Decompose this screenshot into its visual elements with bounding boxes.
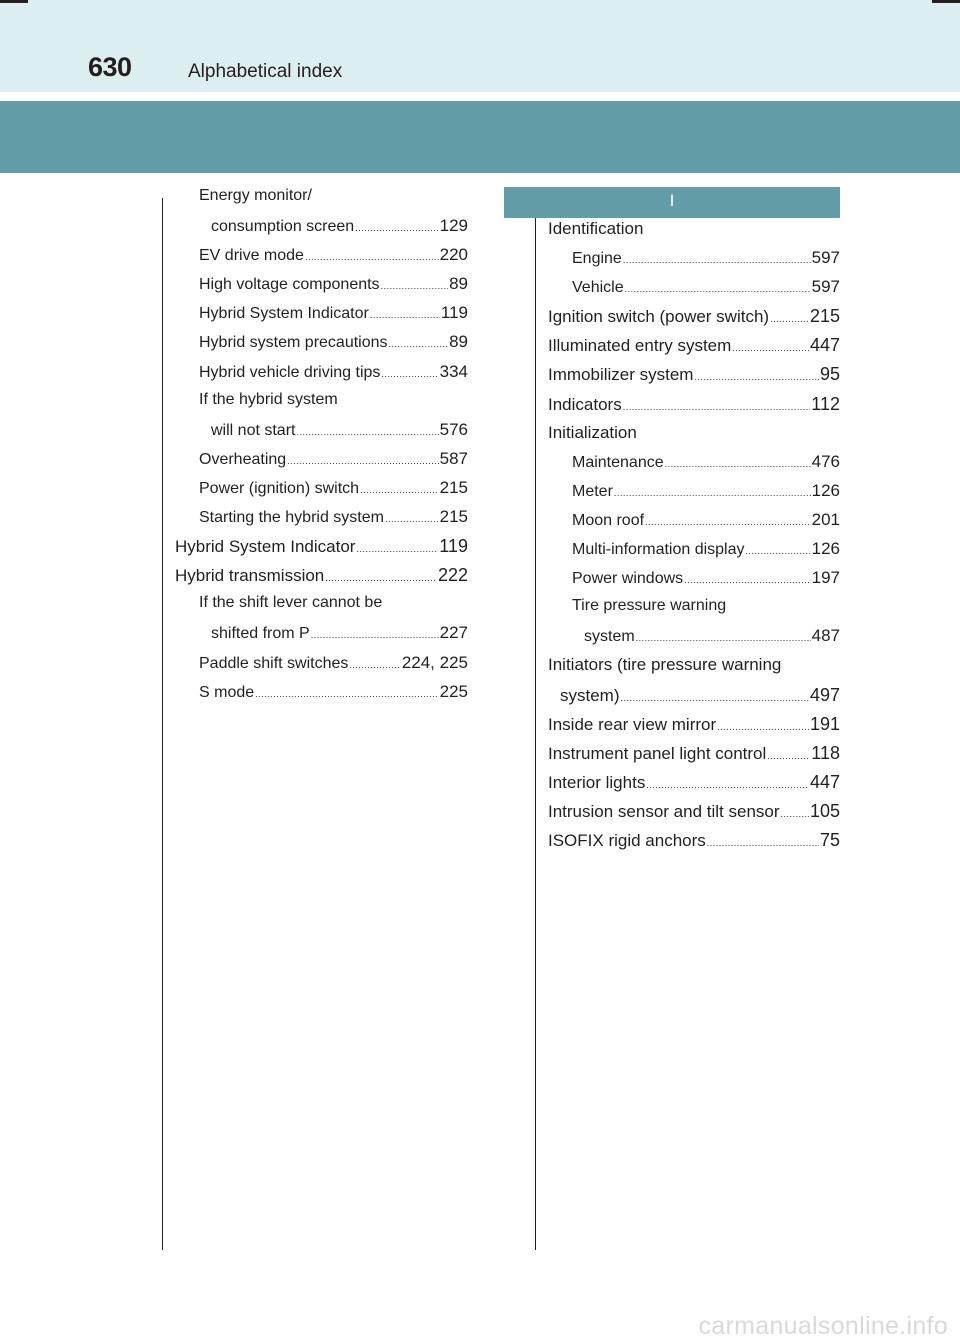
entry-text: will not start — [211, 421, 296, 439]
header-bar — [0, 0, 960, 92]
index-entry — [175, 303, 468, 332]
dot-leader — [623, 255, 811, 265]
index-entry — [175, 420, 468, 449]
index-entry — [548, 510, 840, 539]
index-entry — [548, 335, 840, 364]
dot-leader — [746, 546, 811, 556]
index-entry — [548, 364, 840, 393]
entry-text: Hybrid system precautions — [199, 334, 388, 352]
index-entry — [548, 685, 840, 714]
index-column-right — [548, 187, 840, 859]
index-entry — [548, 394, 840, 423]
entry-text: Energy monitor/ — [199, 187, 312, 204]
entry-page-link[interactable]: 597 — [811, 248, 840, 268]
letter-heading: I — [504, 187, 840, 218]
entry-page-link[interactable]: 95 — [819, 364, 840, 385]
index-entry — [175, 274, 468, 303]
watermark: carmanualsonline.info — [698, 1312, 948, 1340]
entry-page-link[interactable]: 497 — [809, 684, 840, 705]
crop-mark-left — [0, 0, 28, 3]
entry-text: Intrusion sensor and tilt sensor — [548, 801, 780, 821]
entry-text: If the hybrid system — [199, 390, 338, 408]
header-band — [0, 101, 960, 173]
entry-page-link[interactable]: 215 — [809, 306, 840, 327]
entry-page-link[interactable]: 112 — [811, 393, 840, 414]
entry-page-link[interactable]: 215 — [439, 507, 468, 527]
index-entry — [548, 306, 840, 335]
entry-text: Maintenance — [572, 453, 664, 471]
dot-leader — [665, 459, 811, 469]
entry-page-link[interactable]: 105 — [809, 800, 840, 821]
entry-text: Vehicle — [572, 279, 624, 297]
entry-text: Identification — [548, 219, 644, 238]
entry-page-link[interactable]: 126 — [811, 539, 840, 559]
entry-page-link[interactable]: 129 — [439, 216, 468, 236]
dot-leader — [770, 314, 809, 324]
dot-leader — [732, 343, 809, 353]
entry-text: Multi-information display — [572, 541, 745, 559]
entry-text: Inside rear view mirror — [548, 714, 717, 734]
column-divider-right — [535, 198, 536, 1250]
entry-page-link[interactable]: 597 — [811, 277, 840, 297]
dot-leader — [781, 809, 809, 819]
column-divider-left — [162, 198, 163, 1250]
dot-leader — [370, 310, 440, 320]
index-entry — [175, 623, 468, 652]
index-entry — [175, 362, 468, 391]
index-entry — [548, 743, 840, 772]
index-entry — [175, 216, 468, 245]
dot-leader — [621, 693, 809, 703]
page-number: 630 — [88, 52, 132, 82]
index-entry — [175, 391, 468, 420]
dot-leader — [646, 780, 809, 790]
entry-page-link[interactable]: 119 — [439, 536, 468, 557]
entry-page-link[interactable]: 197 — [811, 568, 840, 588]
dot-leader — [684, 575, 810, 585]
index-entry — [548, 277, 840, 306]
entry-text: Indicators — [548, 394, 622, 414]
entry-text: Interior lights — [548, 772, 646, 792]
entry-text: Meter — [572, 482, 613, 500]
index-entry — [175, 594, 468, 623]
entry-text: ISOFIX rigid anchors — [548, 830, 706, 850]
entry-text: EV drive mode — [199, 247, 304, 265]
dot-leader — [707, 838, 819, 848]
entry-page-link[interactable]: 334 — [439, 361, 468, 381]
index-entry — [175, 332, 468, 361]
index-entry — [175, 507, 468, 536]
entry-page-link[interactable]: 126 — [811, 480, 840, 500]
entry-page-link[interactable]: 89 — [449, 332, 468, 352]
index-entry — [175, 653, 468, 682]
dot-leader — [325, 573, 437, 583]
dot-leader — [614, 488, 811, 498]
index-entry — [548, 481, 840, 510]
index-entry — [175, 245, 468, 274]
entry-page-link[interactable]: 215 — [439, 477, 468, 497]
dot-leader — [381, 281, 449, 291]
index-entry — [548, 248, 840, 277]
entry-text: Engine — [572, 250, 622, 268]
dot-leader — [349, 660, 400, 670]
dot-leader — [767, 751, 810, 761]
entry-page-link[interactable]: 576 — [439, 419, 468, 439]
dot-leader — [694, 372, 819, 382]
entry-page-link[interactable]: 447 — [809, 335, 840, 356]
dot-leader — [355, 223, 438, 233]
index-entry — [548, 539, 840, 568]
dot-leader — [381, 369, 438, 379]
index-entry — [548, 655, 840, 684]
index-entry — [175, 449, 468, 478]
dot-leader — [385, 514, 439, 524]
entry-page-link[interactable]: 447 — [809, 771, 840, 792]
index-entry — [548, 772, 840, 801]
index-entry — [175, 565, 468, 594]
entry-text: Paddle shift switches — [199, 654, 349, 672]
entry-text: S mode — [199, 683, 255, 701]
entry-text: system — [584, 628, 635, 646]
crop-mark-right — [932, 0, 960, 3]
entry-page-link[interactable]: 225 — [439, 681, 468, 701]
dot-leader — [645, 517, 811, 527]
dot-leader — [625, 284, 811, 294]
entry-text: Hybrid transmission — [175, 566, 325, 586]
index-column-left — [175, 187, 468, 711]
dot-leader — [389, 339, 449, 349]
entry-text: Power (ignition) switch — [199, 479, 360, 497]
index-entry — [548, 452, 840, 481]
entry-text: Moon roof — [572, 511, 645, 529]
entry-page-link[interactable]: 89 — [449, 274, 468, 294]
entry-text: High voltage components — [199, 276, 380, 294]
entry-page-link[interactable]: 201 — [811, 509, 840, 529]
index-entries-right — [548, 219, 840, 859]
dot-leader — [287, 456, 438, 466]
entry-text: Hybrid System Indicator — [199, 305, 369, 323]
entry-text: Hybrid System Indicator — [175, 537, 356, 557]
entry-text: Starting the hybrid system — [199, 509, 384, 527]
entry-page-link[interactable]: 587 — [439, 448, 468, 468]
entry-page-link[interactable]: 191 — [809, 713, 840, 734]
entry-text: Overheating — [199, 450, 287, 468]
index-entry — [548, 568, 840, 597]
section-title: Alphabetical index — [188, 61, 343, 82]
index-entry — [175, 536, 468, 565]
dot-leader — [636, 633, 811, 643]
entry-text: Hybrid vehicle driving tips — [199, 363, 381, 381]
index-entry — [548, 626, 840, 655]
entry-page-link[interactable]: 227 — [439, 623, 468, 643]
index-entry — [548, 597, 840, 626]
entry-text: Illuminated entry system — [548, 336, 732, 356]
entry-text: If the shift lever cannot be — [199, 594, 383, 612]
dot-leader — [305, 252, 439, 262]
index-entry — [548, 830, 840, 859]
entry-text: Tire pressure warning — [572, 597, 727, 615]
index-entry — [175, 478, 468, 507]
entry-text: consumption screen — [211, 218, 355, 236]
entry-page-link[interactable]: 119 — [440, 303, 468, 323]
dot-leader — [356, 544, 438, 554]
entry-page-link[interactable]: 224, 225 — [401, 652, 468, 672]
entry-page-link[interactable]: 487 — [811, 626, 840, 646]
dot-leader — [717, 722, 809, 732]
entry-text: Power windows — [572, 570, 684, 588]
dot-leader — [311, 630, 439, 640]
entry-text: Initiators (tire pressure warning — [548, 655, 782, 675]
entry-text: system) — [560, 685, 620, 705]
index-entry — [548, 801, 840, 830]
entry-page-link[interactable]: 220 — [439, 245, 468, 265]
dot-leader — [360, 485, 439, 495]
index-entry — [548, 423, 840, 452]
entry-text: Ignition switch (power switch) — [548, 307, 770, 327]
index-entry — [175, 682, 468, 711]
entry-text: Initialization — [548, 422, 637, 442]
dot-leader — [255, 689, 438, 699]
dot-leader — [623, 402, 811, 412]
dot-leader — [296, 427, 438, 437]
entry-text: Immobilizer system — [548, 365, 694, 385]
index-entry — [548, 714, 840, 743]
entry-page-link[interactable]: 222 — [437, 565, 468, 586]
entry-text: shifted from P — [211, 625, 310, 643]
header-gap — [0, 92, 960, 101]
entry-text: Instrument panel light control — [548, 743, 767, 763]
index-entry — [548, 219, 840, 248]
entry-page-link[interactable]: 75 — [819, 829, 840, 850]
entry-page-link[interactable]: 476 — [811, 451, 840, 471]
index-entry — [175, 187, 468, 216]
entry-page-link[interactable]: 118 — [811, 742, 840, 763]
